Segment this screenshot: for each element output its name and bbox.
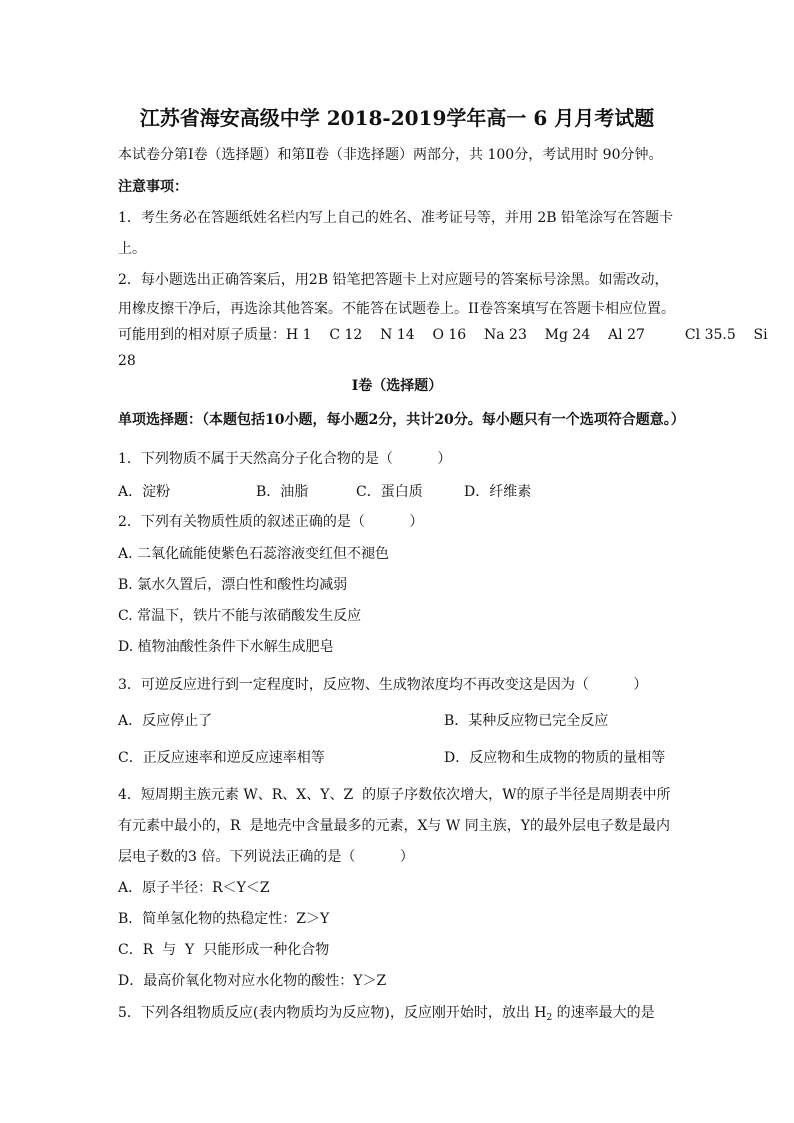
notice-item-2-line-1: 2．每小题选出正确答案后，用2B 铅笔把答题卡上对应题号的答案标号涂黑。如需改动， (118, 272, 669, 288)
q2-option-d: D. 植物油酸性条件下水解生成肥皂 (118, 639, 334, 655)
atomic-mass-line-2: 28 (118, 353, 136, 369)
q5-stem-text: 5．下列各组物质反应(表内物质均为反应物)，反应刚开始时，放出 H (118, 1005, 547, 1021)
notice-item-1-line-2: 上。 (118, 241, 146, 257)
q3-option-c: C．正反应速率和逆反应速率相等 (118, 750, 325, 766)
q3-stem: 3．可逆反应进行到一定程度时，反应物、生成物浓度均不再改变这是因为（ ） (118, 677, 648, 693)
q2-stem: 2．下列有关物质性质的叙述正确的是（ ） (118, 514, 424, 530)
q2-option-a: A. 二氧化硫能使紫色石蕊溶液变红但不褪色 (118, 546, 390, 562)
q1-option-b: B．油脂 (256, 484, 309, 500)
intro-text: 本试卷分第Ⅰ卷（选择题）和第Ⅱ卷（非选择题）两部分，共 100分，考试用时 90分钟。 (118, 147, 663, 163)
q5-stem-subscript: 2 (546, 1013, 553, 1023)
q5-stem-tail: 的速率最大的是 (552, 1005, 655, 1021)
q4-option-c: C．R 与 Y 只能形成一种化合物 (118, 942, 330, 958)
q3-option-b: B．某种反应物已完全反应 (444, 713, 609, 729)
q1-option-c: C．蛋白质 (356, 484, 423, 500)
q5-stem (118, 1004, 655, 1027)
q1-option-a: A．淀粉 (118, 484, 171, 500)
q4-option-b: B．简单氢化物的热稳定性：Z＞Y (118, 911, 330, 927)
atomic-mass-line-1: 可能用到的相对原子质量：H 1 C 12 N 14 O 16 Na 23 Mg 24 Al 27 Cl 35.5 Si (118, 327, 768, 343)
q1-stem: 1．下列物质不属于天然高分子化合物的是（ ） (118, 451, 452, 467)
q4-option-a: A．原子半径：R＜Y＜Z (118, 880, 270, 896)
section-heading: I卷（选择题） (351, 378, 443, 394)
section-instruction: 单项选择题：（本题包括10小题，每小题2分，共计20分。每小题只有一个选项符合题意。） (118, 412, 685, 428)
q4-stem-line-1: 4．短周期主族元素 W、R、X、Y、Z 的原子序数依次增大，W的原子半径是周期表中所 (118, 787, 671, 803)
q3-option-d: D．反应物和生成物的物质的量相等 (444, 750, 666, 766)
q4-stem-line-2: 有元素中最小的，R 是地壳中含量最多的元素，X与 W 同主族，Y的最外层电子数是最内 (118, 818, 670, 834)
notice-item-1-line-1: 1．考生务必在答题纸姓名栏内写上自己的姓名、准考证号等，并用 2B 铅笔涂写在答题卡 (118, 210, 674, 226)
q4-option-d: D．最高价氧化物对应水化物的酸性：Y＞Z (118, 973, 387, 989)
notice-item-2-line-2: 用橡皮擦干净后，再选涂其他答案。不能答在试题卷上。II卷答案填写在答题卡相应位置。 (118, 301, 676, 317)
notice-heading: 注意事项： (118, 179, 188, 195)
q2-option-b: B. 氯水久置后，漂白性和酸性均减弱 (118, 577, 348, 593)
q1-option-d: D．纤维素 (464, 484, 532, 500)
q2-option-c: C. 常温下，铁片不能与浓硝酸发生反应 (118, 608, 362, 624)
q3-option-a: A．反应停止了 (118, 713, 213, 729)
page-title: 江苏省海安高级中学 2018-2019学年高一 6 月月考试题 (139, 106, 655, 130)
q4-stem-line-3: 层电子数的3 倍。下列说法正确的是（ ） (118, 849, 414, 865)
